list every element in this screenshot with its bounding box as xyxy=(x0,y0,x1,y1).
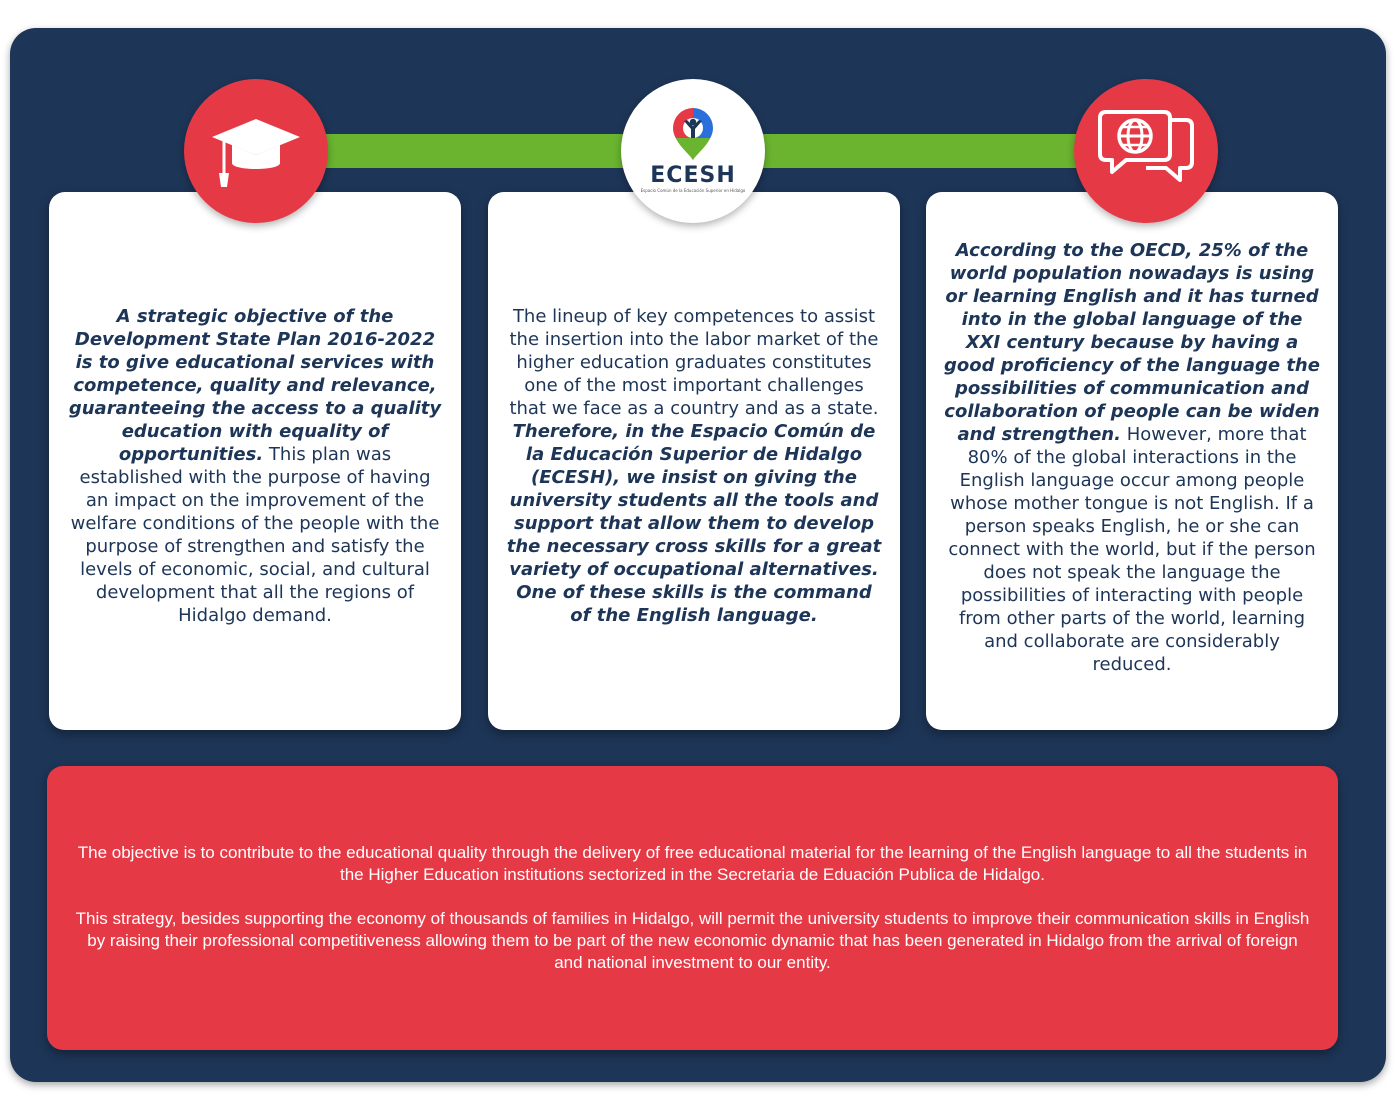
card-oecd-english xyxy=(926,192,1338,730)
card-key-competences-body: The lineup of key competences to assist the insertion into the labor market of the higher education graduates constitutes one of the most important challenges that we face as a country and as a state. xyxy=(509,306,879,419)
card-development-plan-emphasis: A strategic objective of the Development State Plan 2016-2022 is to give educational services with competence, quality and relevance, guaranteeing the access to a quality education with equality of opportunities. xyxy=(68,306,442,465)
ecesh-logo-badge xyxy=(621,79,765,223)
strategy-paragraph: This strategy, besides supporting the economy of thousands of families in Hidalgo, will permit the university students to improve their communication skills in English by raising their professional competitiveness allowing them to be part of the new economic dynamic that has been generated in Hidalgo from the arrival of foreign and national investment to our entity. xyxy=(75,909,1310,972)
card-oecd-english-emphasis: According to the OECD, 25% of the world population nowadays is using or learning English and it has turned into in the global language of the XXI century because by having a good proficiency of the language the possibilities of communication and collaboration of people can be widen and strengthen. xyxy=(944,239,1320,445)
graduation-cap-icon xyxy=(210,111,302,191)
globe-chat-icon xyxy=(1096,106,1196,196)
globe-chat-badge xyxy=(1074,79,1218,223)
objective-banner xyxy=(47,766,1338,1050)
card-development-plan xyxy=(49,192,461,730)
card-oecd-english-text xyxy=(944,239,1320,676)
location-pin-icon xyxy=(669,108,717,162)
card-development-plan-body: This plan was established with the purpose of having an impact on the improvement of the welfare conditions of the people with the purpose of strengthen and satisfy the levels of economic, social, and cultural development that all the regions of Hidalgo demand. xyxy=(70,444,440,626)
card-oecd-english-body: However, more that 80% of the global interactions in the English language occur among people whose mother tongue is not English. If a person speaks English, he or she can connect with the world, but if the person does not speak the language the possibilities of interacting with people from other parts of the world, learning and collaborate are considerably reduced. xyxy=(948,423,1316,675)
logo-wordmark: ECESH xyxy=(650,163,736,188)
graduation-cap-badge xyxy=(184,79,328,223)
objective-paragraph: The objective is to contribute to the educational quality through the delivery of free educational material for the learning of the English language to all the students in the Higher Education institutions sectorized in the Secretaria de Eduación Publica de Hidalgo. xyxy=(77,843,1308,884)
card-development-plan-text xyxy=(67,305,443,627)
card-key-competences-emphasis: Therefore, in the Espacio Común de la Educación Superior de Hidalgo (ECESH), we insist on giving the university students all the tools and support that allow them to develop the necessary cross skills for a great variety of occupational alternatives. One of these skills is the command of the English language. xyxy=(506,421,882,626)
card-key-competences-text xyxy=(506,305,882,627)
logo-subtitle: Espacio Común de la Educación Superior en Hidalgo xyxy=(640,188,746,193)
card-key-competences xyxy=(488,192,900,730)
